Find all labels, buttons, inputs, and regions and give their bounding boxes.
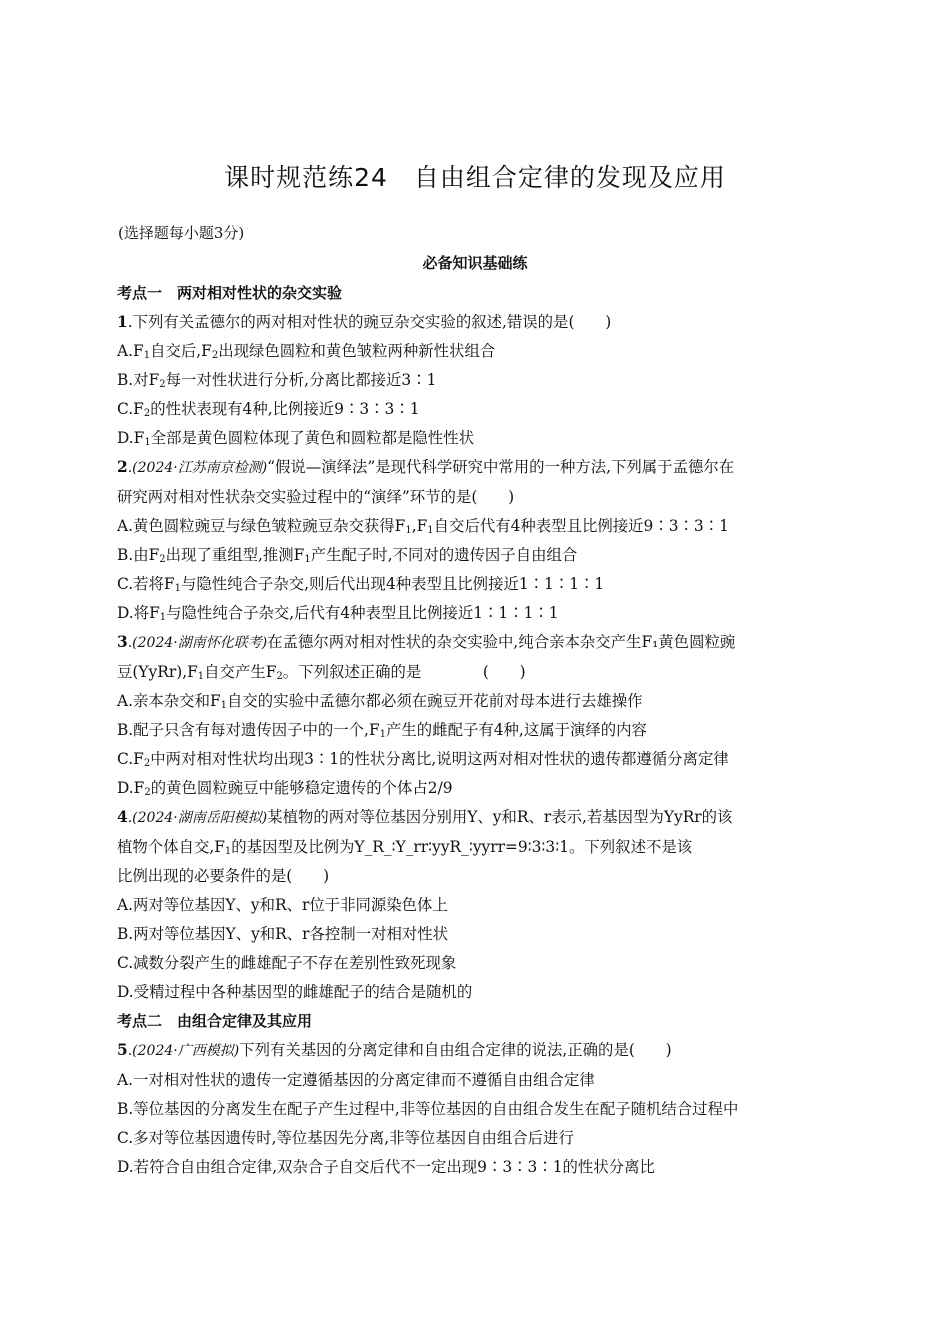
question-text: .下列有关孟德尔的两对相对性状的豌豆杂交实验的叙述,错误的是( )	[127, 313, 612, 331]
question-number: 2	[117, 458, 128, 476]
topic-heading: 考点二 由组合定律及其应用	[117, 1012, 313, 1030]
question-line: $D.F_1$全部是黄色圆粒体现了黄色和圆粒都是隐性性状	[117, 429, 474, 448]
page-title: 课时规范练24 自由组合定律的发现及应用	[224, 163, 726, 192]
question-line: $C.F_2$中两对相对性状均出现3∶1的性状分离比,说明这两对相对性状的遗传都遵循分离定律	[117, 750, 729, 769]
question-source: .(2024·湖南怀化联考)	[127, 635, 268, 651]
question-line: A.亲本杂交和$F_1$自交的实验中孟德尔都必须在豌豆开花前对母本进行去雄操作	[117, 692, 643, 711]
question-line: D.将$F_1$与隐性纯合子杂交,后代有4种表型且比例接近1∶1∶1∶1	[117, 604, 559, 623]
question-stem	[117, 453, 837, 483]
topic-heading: 考点一 两对相对性状的杂交实验	[117, 284, 343, 302]
question-stem	[117, 803, 837, 833]
question-line: $A.F_1$自交后$,F_2$出现绿色圆粒和黄色皱粒两种新性状组合	[117, 342, 496, 361]
question-line: B.两对等位基因Y、y和R、r各控制一对相对性状	[117, 925, 449, 943]
question-line: B.配子只含有每对遗传因子中的一个$,F_1$产生的雌配子有4种,这属于演绎的内容	[117, 721, 647, 740]
question-line: C.减数分裂产生的雌雄配子不存在差别性致死现象	[117, 954, 457, 972]
question-line: $C.F_2$的性状表现有4种,比例接近9∶3∶3∶1	[117, 400, 420, 419]
question-line: A.一对相对性状的遗传一定遵循基因的分离定律而不遵循自由组合定律	[117, 1071, 595, 1089]
question-stem	[117, 308, 837, 337]
question-line: B.对$F_2$每一对性状进行分析,分离比都接近3∶1	[117, 371, 437, 390]
question-text: 下列有关基因的分离定律和自由组合定律的说法,正确的是( )	[239, 1041, 672, 1059]
question-number: 5	[117, 1041, 128, 1059]
question-body	[117, 279, 837, 1182]
question-line: 比例出现的必要条件的是( )	[117, 867, 330, 885]
score-note: (选择题每小题3分)	[118, 224, 245, 242]
question-line: B.等位基因的分离发生在配子产生过程中,非等位基因的自由组合发生在配子随机结合过程中	[117, 1100, 739, 1118]
question-line: 研究两对相对性状杂交实验过程中的“演绎”环节的是( )	[117, 488, 515, 506]
question-line: A.两对等位基因Y、y和R、r位于非同源染色体上	[117, 896, 448, 914]
question-source: .(2024·湖南岳阳模拟)	[127, 810, 268, 826]
question-source: .(2024·广西模拟)	[127, 1043, 240, 1059]
question-number: 4	[117, 808, 128, 826]
question-stem	[117, 628, 837, 658]
question-line: 豆$(YyRr),F_1$自交产生$F_2$。下列叙述正确的是 ( )	[117, 663, 526, 682]
question-line: $D.F_2$的黄色圆粒豌豆中能够稳定遗传的个体占2/9	[117, 779, 453, 798]
question-number: 3	[117, 633, 128, 651]
question-line: B.由$F_2$出现了重组型,推测$F_1$产生配子时,不同对的遗传因子自由组合	[117, 546, 578, 565]
question-line: 植物个体自交$,F_1$的基因型及比例为Y_R_∶Y_rr∶yyR_∶yyrr=9∶3∶3∶1。下列叙述不是该	[117, 838, 693, 857]
question-stem	[117, 1036, 837, 1066]
question-text: 在孟德尔两对相对性状的杂交实验中,纯合亲本杂交产生F₁黄色圆粒豌	[267, 633, 736, 651]
question-line: C.多对等位基因遗传时,等位基因先分离,非等位基因自由组合后进行	[117, 1129, 574, 1147]
question-source: .(2024·江苏南京检测)	[127, 460, 268, 476]
question-line: C.若将$F_1$与隐性纯合子杂交,则后代出现4种表型且比例接近1∶1∶1∶1	[117, 575, 605, 594]
question-line: D.若符合自由组合定律,双杂合子自交后代不一定出现9∶3∶3∶1的性状分离比	[117, 1158, 655, 1176]
section-heading: 必备知识基础练	[422, 254, 528, 272]
question-line: A.黄色圆粒豌豆与绿色皱粒豌豆杂交获得$F_1,F_1$自交后代有4种表型且比例接近9∶3∶3∶1	[117, 517, 729, 536]
question-number: 1	[117, 313, 128, 331]
question-line: D.受精过程中各种基因型的雌雄配子的结合是随机的	[117, 983, 473, 1001]
question-text: “假说—演绎法”是现代科学研究中常用的一种方法,下列属于孟德尔在	[267, 458, 735, 476]
question-text: 某植物的两对等位基因分别用Y、y和R、r表示,若基因型为YyRr的该	[267, 808, 733, 826]
